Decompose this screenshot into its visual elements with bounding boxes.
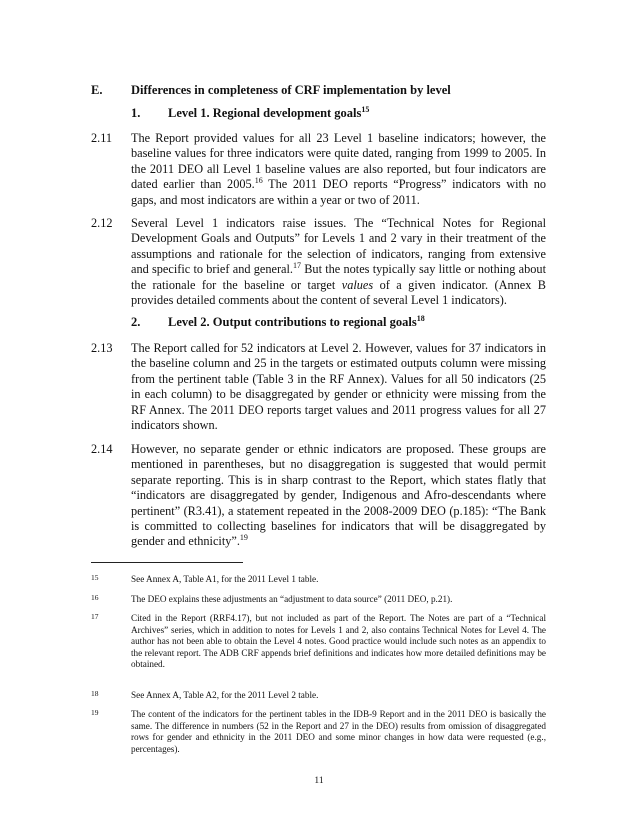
footnote-number: 17 [91, 612, 99, 621]
footnote-15 [91, 574, 546, 586]
paragraph-2-12 [91, 216, 546, 308]
paragraph-text: The Report called for 52 indicators at Level 2. However, values for 37 indicators in the baseline column and 25 in the targets or estimated outputs column were missing from the pertinent table (Table 3 in the RF Annex). Values for all 50 indicators (25 in each column) to be disaggregated by gender or ethnicity were missing from the RF Annex. The 2011 DEO reports target values and 2011 progress values for all 27 indicators shown. [131, 341, 546, 433]
paragraph-2-11 [91, 131, 546, 208]
section-title: Differences in completeness of CRF implementation by level [131, 83, 451, 97]
paragraph-text-part: But the notes typically say little or nothing about the rationale for the baseline or target [131, 262, 546, 292]
subsection-heading-2 [131, 315, 425, 330]
footnote-number: 16 [91, 593, 99, 602]
section-number: E. [91, 83, 103, 97]
page-number: 11 [314, 776, 324, 786]
footnote-number: 19 [91, 708, 99, 717]
paragraph-text-part: of a given indicator. (Annex B provides detailed comments about the content of several Level 1 indicators). [131, 277, 546, 308]
italic-word: values [341, 277, 374, 292]
footnote-17 [91, 613, 546, 671]
paragraph-number: 2.11 [91, 131, 113, 145]
paragraph-text-part: However, no separate gender or ethnic indicators are proposed. These groups are mentioned in parentheses, but no disaggregation is suggested that would permit separate reporting. This is in sharp contrast to the Report, which states flatly that “indicators are disaggregated by gender, Indigenous and Afro-descendants where pertinent” (R3.41), a statement repeated in the 2008-2009 DEO (p.185): “The Bank is committed to collecting baselines for indicators that will be disaggregated by gender and ethnicity”. [131, 442, 546, 549]
footnote-number: 18 [91, 689, 99, 698]
paragraph-text-part: Several Level 1 indicators raise issues. The “Technical Notes for Regional Development Goals and Outputs” for Levels 1 and 2 vary in their treatment of the assumptions and rationale for the selection of indicators, ranging from extensive and specific to brief and general. [131, 216, 546, 277]
footnote-text: See Annex A, Table A2, for the 2011 Level 2 table. [131, 690, 319, 700]
paragraph-number: 2.12 [91, 216, 113, 230]
paragraph-2-13 [91, 341, 546, 433]
subsection-number: 2. [131, 315, 141, 329]
footnote-separator [91, 562, 243, 563]
footnote-ref: 16 [254, 176, 263, 186]
footnote-16 [91, 594, 546, 606]
footnote-ref: 18 [416, 314, 425, 323]
paragraph-2-14 [91, 442, 546, 550]
footnote-text: The DEO explains these adjustments an “adjustment to data source” (2011 DEO, p.21). [131, 594, 453, 604]
footnote-ref: 17 [292, 261, 301, 271]
footnote-number: 15 [91, 573, 99, 582]
paragraph-text-part: The Report provided values for all 23 Level 1 baseline indicators; however, the baseline values for three indicators were quite dated, ranging from 1999 to 2005. In the 2011 DEO all Level 1 baseline values are also reported, but four indicators are dated earlier than 2005. [131, 131, 546, 192]
paragraph-number: 2.14 [91, 442, 113, 456]
footnote-text: The content of the indicators for the pertinent tables in the IDB-9 Report and in the 2011 DEO is basically the same. The difference in numbers (52 in the Report and 27 in the DEO) results from omission of disaggregated rows for gender and ethnicity in the 2011 DEO and some minor changes in how data were requested (e.g., percentages). [131, 709, 546, 754]
paragraph-text-part: The 2011 DEO reports “Progress” indicators with no gaps, and most indicators are within a year or two of 2011. [131, 177, 547, 207]
paragraph-text [131, 442, 546, 550]
footnote-ref: 15 [361, 105, 370, 114]
footnote-text: See Annex A, Table A1, for the 2011 Level 1 table. [131, 574, 319, 584]
footnote-19 [91, 709, 546, 755]
paragraph-text [131, 131, 546, 208]
footnote-text: Cited in the Report (RRF4.17), but not included as part of the Report. The Notes are part of a “Technical Archives” series, which in addition to notes for Levels 1 and 2, also contains Technical Notes for Level 4. The author has not been able to obtain the Level 4 notes. Good practice would include such notes as an appendix to the relevant report. The ADB CRF appends brief definitions and indicates how more detailed definitions may be obtained. [131, 613, 546, 670]
paragraph-text [131, 216, 546, 308]
paragraph-number: 2.13 [91, 341, 113, 355]
subsection-title: Level 1. Regional development goals [168, 106, 362, 120]
subsection-title: Level 2. Output contributions to regional goals [168, 315, 417, 329]
subsection-heading-1 [131, 106, 369, 121]
footnote-ref: 19 [239, 533, 248, 543]
subsection-number: 1. [131, 106, 141, 120]
footnote-18 [91, 690, 546, 702]
